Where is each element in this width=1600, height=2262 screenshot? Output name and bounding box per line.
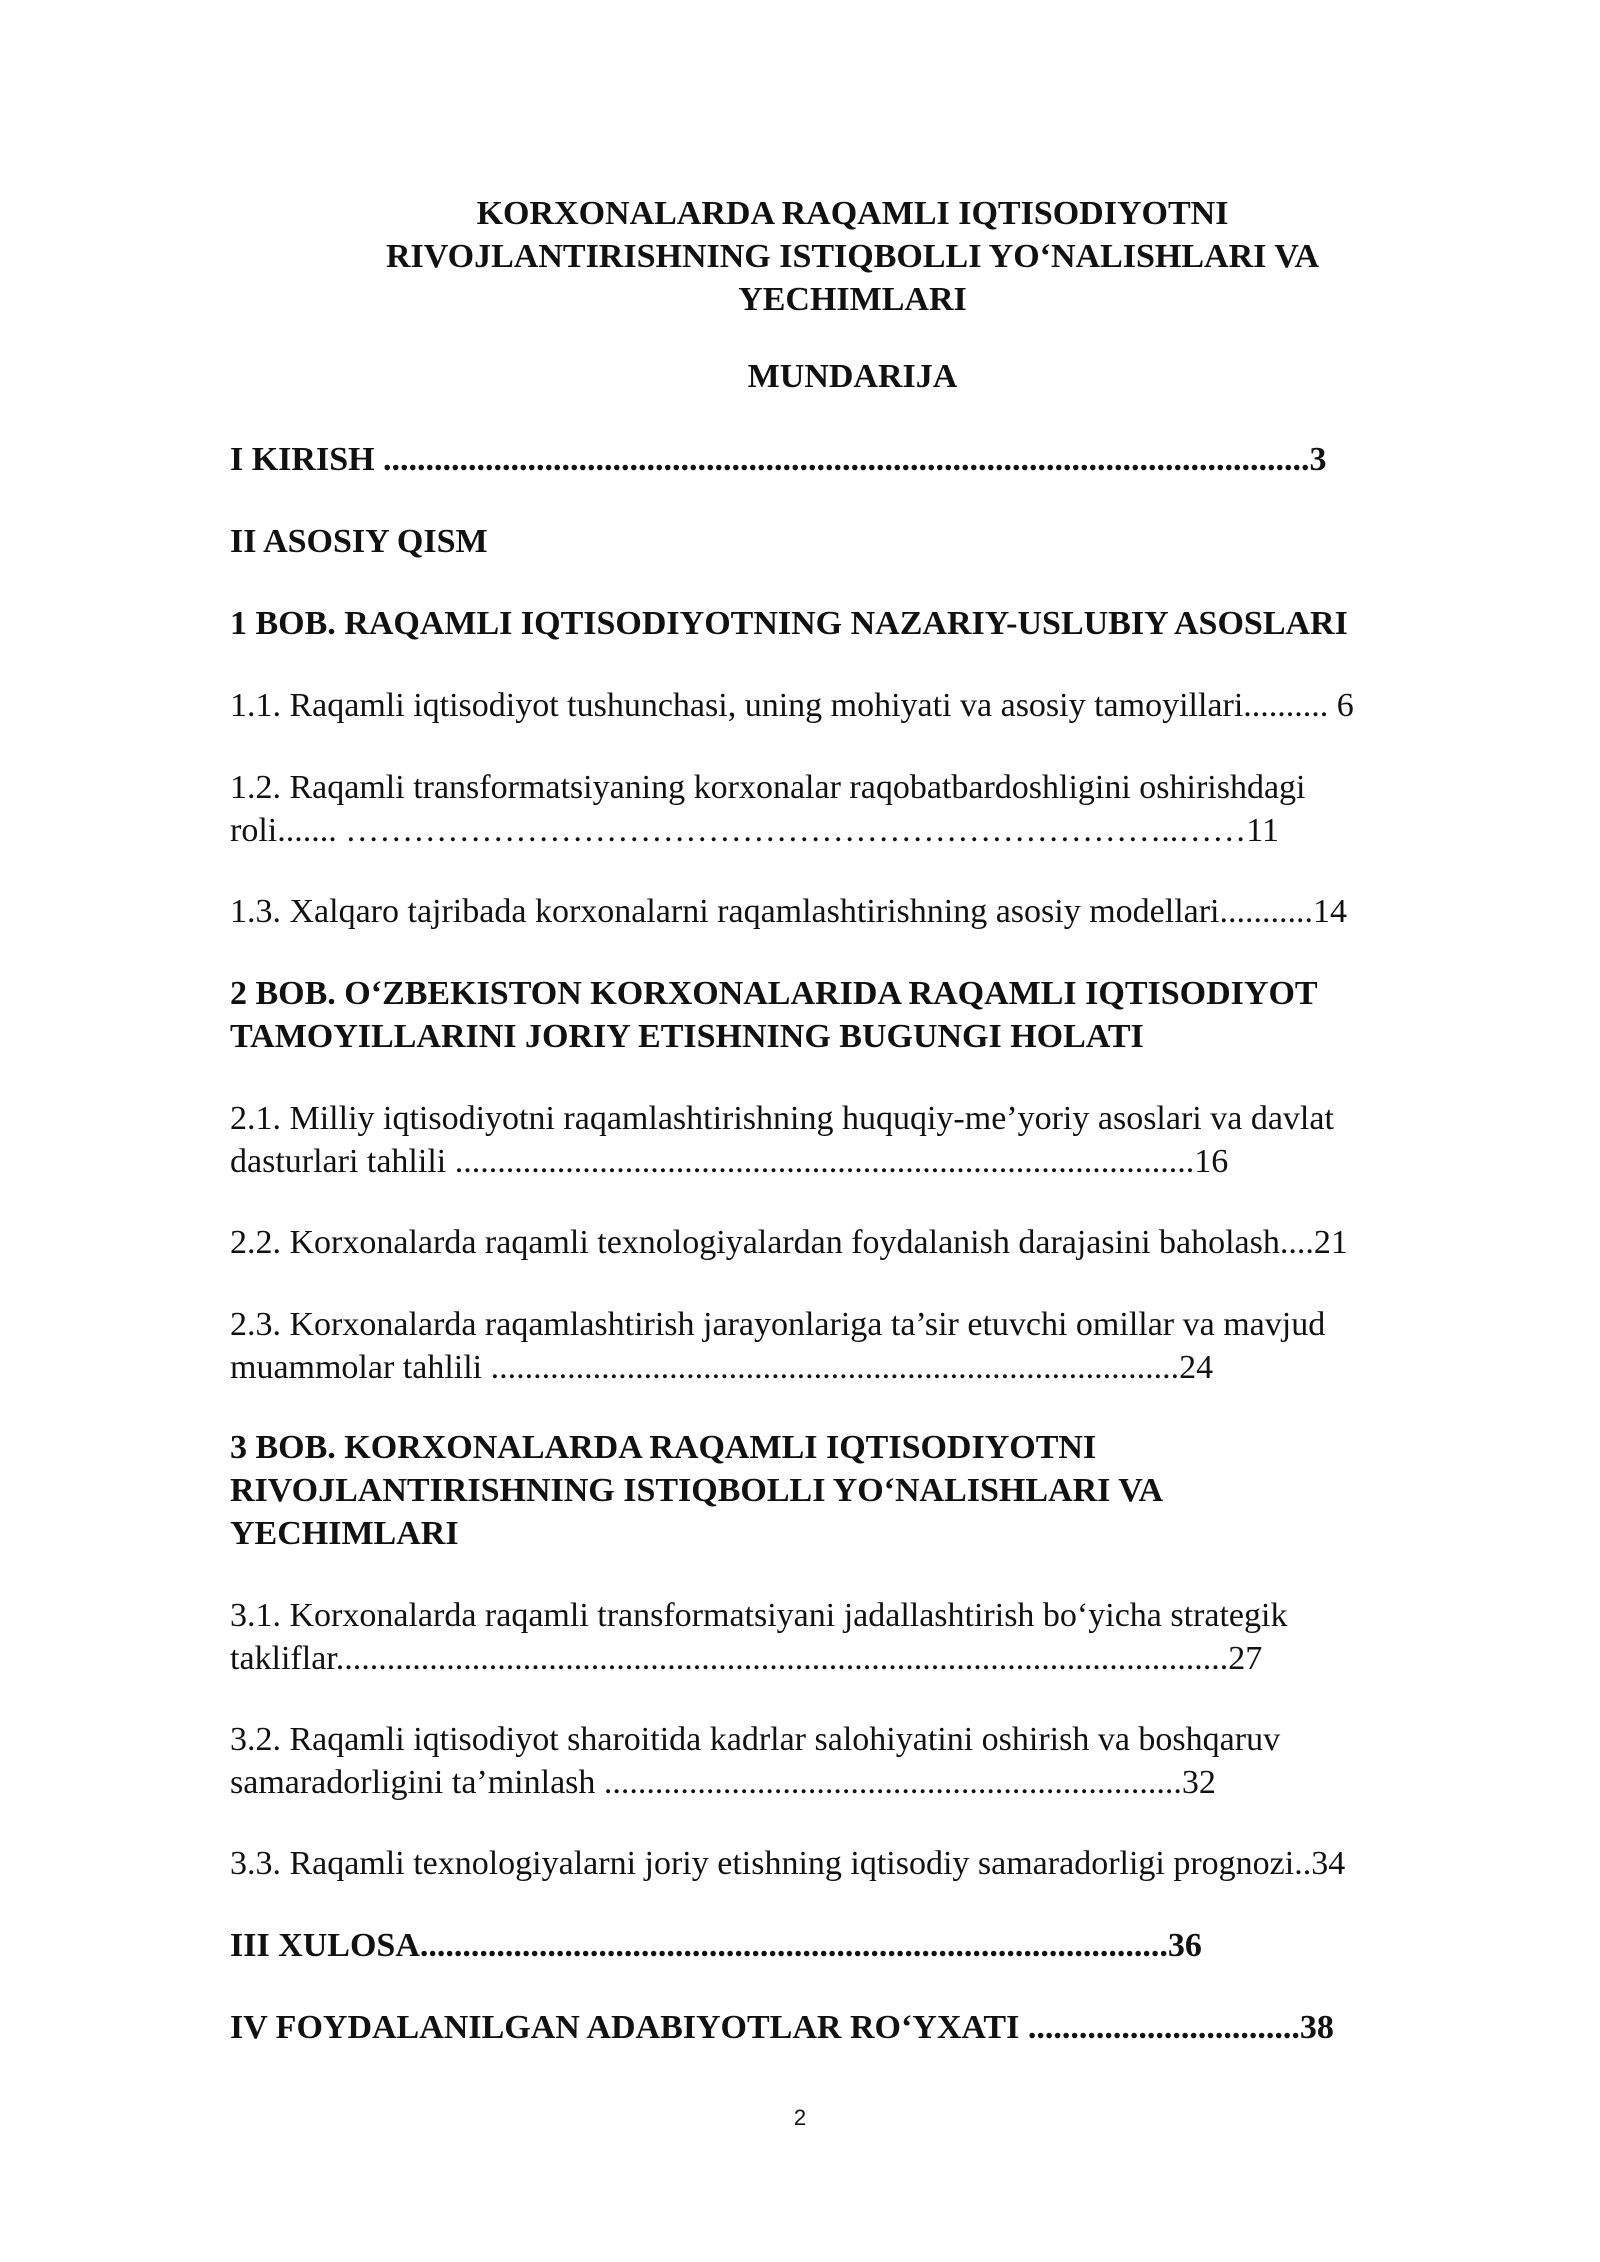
toc-line: 1.3. Xalqaro tajribada korxonalarni raqamlashtirishning asosiy modellari...........14 (230, 893, 1348, 930)
toc-entry-chapter-1 (230, 602, 1348, 645)
contents-heading: MUNDARIJA (747, 358, 958, 395)
toc-line: 3.1. Korxonalarda raqamli transformatsiyani jadallashtirish bo‘yicha strategik (230, 1597, 1288, 1634)
toc-entry-3-1 (230, 1594, 1287, 1680)
page-number: 2 (793, 2105, 807, 2130)
toc-entry-2-2 (230, 1221, 1348, 1264)
toc-line: 2.3. Korxonalarda raqamlashtirish jarayonlariga ta’sir etuvchi omillar va mavjud (230, 1306, 1326, 1343)
toc-entry-main-part (230, 520, 488, 563)
toc-line: IV FOYDALANILGAN ADABIYOTLAR RO‘YXATI ................................38 (230, 2009, 1334, 2046)
toc-line: 2.1. Milliy iqtisodiyotni raqamlashtirishning huquqiy-me’yoriy asoslari va davlat (230, 1100, 1334, 1137)
toc-entry-3-3 (230, 1842, 1345, 1885)
toc-line: YECHIMLARI (230, 1515, 459, 1552)
title-line: RIVOJLANTIRISHNING ISTIQBOLLI YO‘NALISHLARI VA (386, 238, 1319, 275)
toc-line: 1.1. Raqamli iqtisodiyot tushunchasi, uning mohiyati va asosiy tamoyillari.......... 6 (230, 687, 1354, 724)
toc-line: TAMOYILLARINI JORIY ETISHNING BUGUNGI HOLATI (230, 1018, 1144, 1055)
toc-line: 3.2. Raqamli iqtisodiyot sharoitida kadrlar salohiyatini oshirish va boshqaruv (230, 1721, 1281, 1758)
toc-entry-chapter-2 (230, 972, 1318, 1058)
title-line: KORXONALARDA RAQAMLI IQTISODIYOTNI (476, 195, 1229, 232)
toc-line: 2.2. Korxonalarda raqamli texnologiyalardan foydalanish darajasini baholash....21 (230, 1224, 1348, 1261)
toc-line: 3 BOB. KORXONALARDA RAQAMLI IQTISODIYOTNI (230, 1429, 1097, 1466)
toc-line: roli....... ………………………………………………………………..……11 (230, 812, 1279, 849)
toc-line: I KIRISH .............................................................................................................3 (230, 441, 1327, 478)
toc-entry-2-1 (230, 1097, 1334, 1183)
toc-line: dasturlari tahlili .......................................................................................16 (230, 1143, 1229, 1180)
document-title (230, 192, 1475, 321)
title-line: YECHIMLARI (738, 281, 967, 318)
toc-entry-1-2 (230, 766, 1306, 852)
toc-entry-2-3 (230, 1303, 1325, 1389)
toc-entry-3-2 (230, 1718, 1280, 1804)
toc-entry-conclusion (230, 1924, 1202, 1967)
toc-line: takliflar.........................................................................................................27 (230, 1640, 1263, 1677)
toc-line: III XULOSA........................................................................................36 (230, 1927, 1202, 1964)
toc-line: RIVOJLANTIRISHNING ISTIQBOLLI YO‘NALISHLARI VA (230, 1472, 1163, 1509)
toc-line: 1 BOB. RAQAMLI IQTISODIYOTNING NAZARIY-USLUBIY ASOSLARI (230, 605, 1348, 642)
toc-entry-chapter-3 (230, 1426, 1163, 1555)
toc-entry-1-1 (230, 684, 1354, 727)
toc-line: 3.3. Raqamli texnologiyalarni joriy etishning iqtisodiy samaradorligi prognozi..34 (230, 1845, 1346, 1882)
toc-entry-introduction (230, 438, 1327, 481)
toc-entry-references (230, 2006, 1334, 2049)
toc-line: 1.2. Raqamli transformatsiyaning korxonalar raqobatbardoshligini oshirishdagi (230, 769, 1306, 806)
toc-entry-1-3 (230, 890, 1347, 933)
toc-line: samaradorligini ta’minlash ....................................................................32 (230, 1764, 1216, 1801)
toc-line: II ASOSIY QISM (230, 523, 488, 560)
toc-line: 2 BOB. O‘ZBEKISTON KORXONALARIDA RAQAMLI IQTISODIYOT (230, 975, 1318, 1012)
toc-line: muammolar tahlili .................................................................................24 (230, 1349, 1214, 1386)
